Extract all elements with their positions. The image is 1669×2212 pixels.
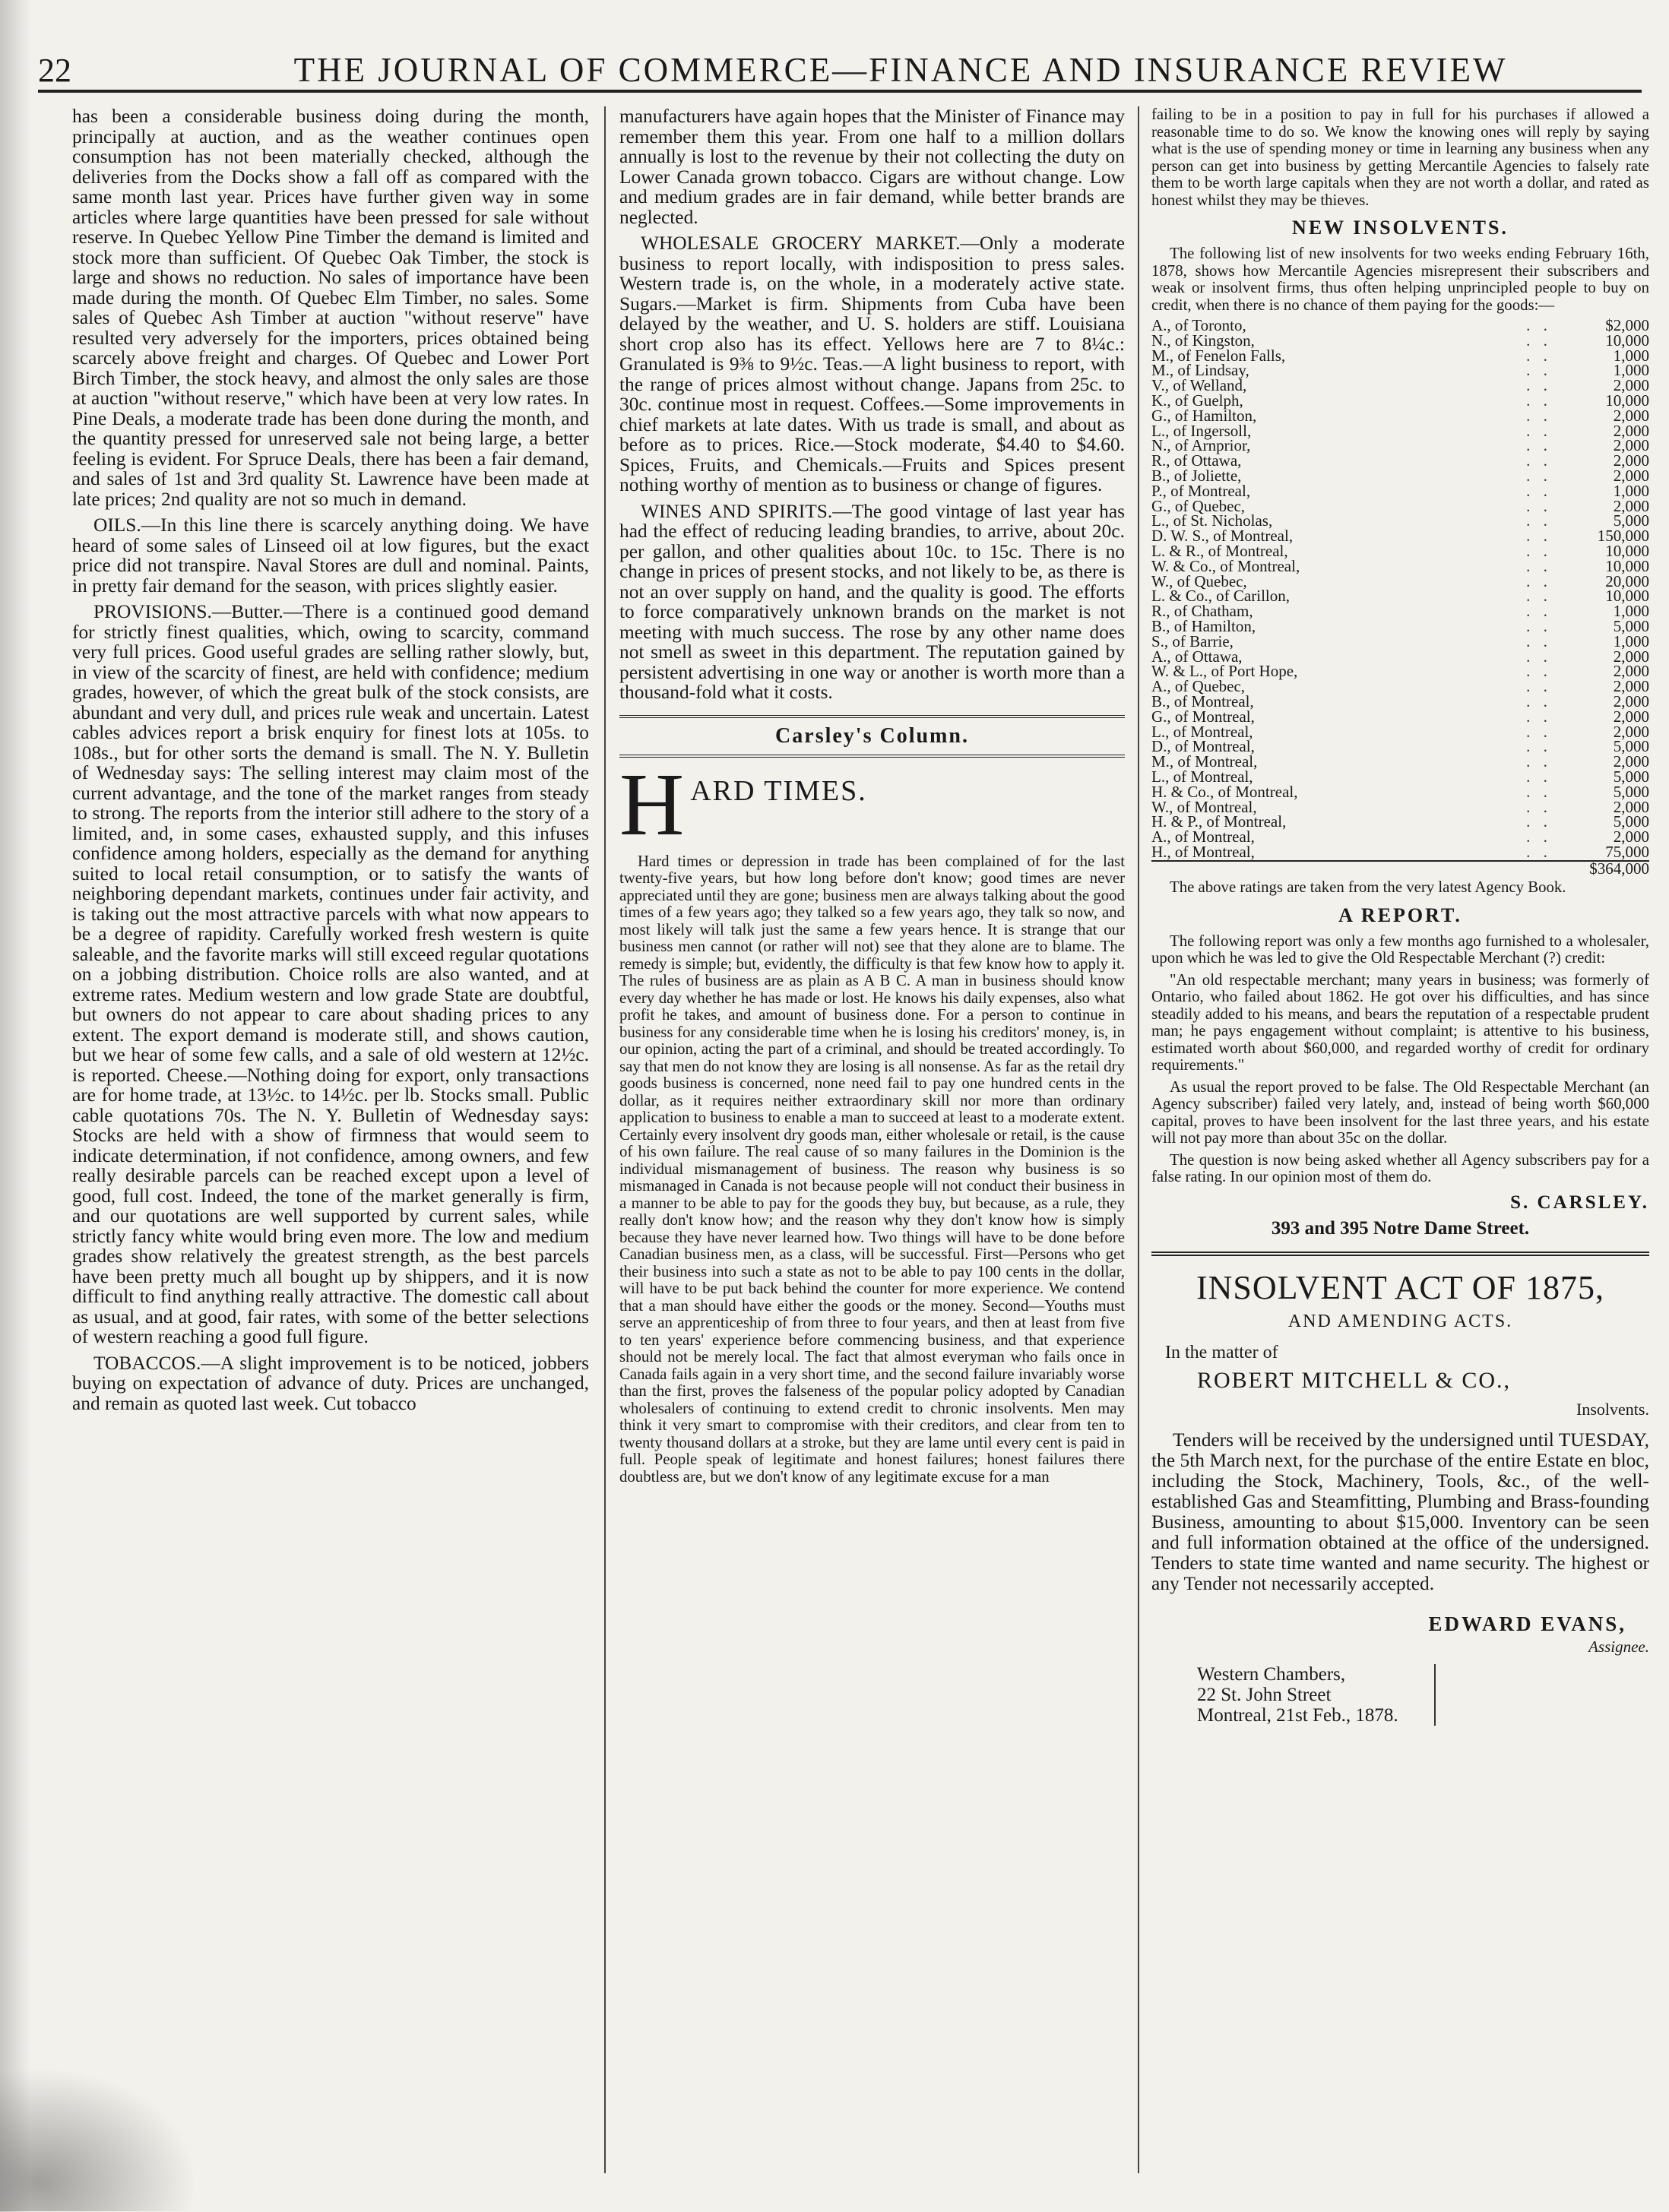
insolvent-name: L. & R., of Montreal, bbox=[1151, 541, 1288, 560]
leader-dots: . . bbox=[1526, 691, 1552, 710]
leader-dots: . . bbox=[1526, 828, 1552, 847]
insolvent-amount: 2,000 bbox=[1613, 436, 1649, 455]
leader-dots: . . bbox=[1526, 812, 1552, 831]
new-insolvents-heading: NEW INSOLVENTS. bbox=[1292, 217, 1509, 239]
leader-dots: . . bbox=[1526, 346, 1552, 365]
oils-paragraph: OILS.—In this line there is scarcely anything doing. We have heard of some sales of Linseed oil at low figures, but the exact price did not transpire. Naval Stores are dull and nominal. Paints, in pretty fair demand for the season, with prices slightly easier. bbox=[72, 514, 589, 597]
insolvent-amount: 2,000 bbox=[1613, 722, 1649, 741]
insolvent-amount: 2,000 bbox=[1613, 406, 1649, 425]
insolvent-amount: 2,000 bbox=[1613, 707, 1649, 726]
new-insolvents-intro: The following list of new insolvents for two weeks ending February 16th, 1878, shows how Mercantile Agencies misrepresent their subscribers and weak or insolvent firms, thus often helping unprincipled people to buy on credit, when there is no chance of them paying for the goods:— bbox=[1151, 245, 1649, 314]
running-title: THE JOURNAL OF COMMERCE—FINANCE AND INSURANCE REVIEW bbox=[293, 51, 1508, 89]
insolvent-name: G., of Montreal, bbox=[1151, 707, 1255, 726]
insolvent-amount: 1,000 bbox=[1613, 481, 1649, 500]
page-header bbox=[38, 44, 1642, 93]
hard-times-heading bbox=[619, 754, 1125, 854]
address-line: Montreal, 21st Feb., 1878. bbox=[1197, 1704, 1398, 1726]
insolvent-row bbox=[1151, 845, 1649, 861]
insolvent-amount: 10,000 bbox=[1605, 541, 1649, 560]
assignee-address bbox=[1197, 1664, 1436, 1726]
scan-smudge bbox=[0, 2067, 198, 2211]
spacer bbox=[1151, 861, 1505, 877]
insolvent-amount: 5,000 bbox=[1613, 767, 1649, 786]
insolvent-name: L. & Co., of Carillon, bbox=[1151, 587, 1290, 606]
insolvents-label: Insolvents. bbox=[1576, 1399, 1649, 1419]
column-rule-1 bbox=[604, 106, 606, 2173]
insolvent-amount: 2,000 bbox=[1613, 496, 1649, 515]
report-paragraph: The question is now being asked whether all Agency subscribers pay for a false rating. In our opinion most of them do. bbox=[1151, 1150, 1649, 1186]
insolvent-amount: 5,000 bbox=[1613, 737, 1649, 756]
insolvent-name: L., of Montreal, bbox=[1151, 722, 1253, 741]
insolvent-amount: 1,000 bbox=[1613, 631, 1649, 650]
address-line: 22 St. John Street bbox=[1197, 1684, 1332, 1705]
insolvent-amount: 2,000 bbox=[1613, 691, 1649, 710]
insolvent-amount: 5,000 bbox=[1613, 616, 1649, 635]
insolvent-amount: 2,000 bbox=[1613, 421, 1649, 440]
insolvent-amount: 5,000 bbox=[1613, 812, 1649, 831]
insolvent-name: K., of Guelph, bbox=[1151, 391, 1243, 410]
provisions-paragraph: PROVISIONS.—Butter.—There is a continued good demand for strictly finest qualities, which, owing to scarcity, command very full prices. Good useful grades are selling rather slowly, but, in view of the scarcity of finest, are held with confidence; medium grades, however, of which the great bulk of the stock consists, are abundant and very dull, and prices rule weak and uncertain. Latest cables advices report a brisk enquiry for finest lots at 105s. to 108s., but for other sorts the demand is small. The N. Y. Bulletin of Wednesday says: The selling interest may claim most of the current advantage, and the tone of the market ranges from steady to strong. The reports from the interior still adhere to the story of a limited, and, in some cases, exhausted supply, and this infuses confidence among holders, especially as the demand for anything suited to local retail consumption, or to satisfy the wants of neighboring dependant markets, continues under fair activity, and is taking out the most attractive parcels with what now appears to be a degree of rapidity. Carefully worked fresh western is quite saleable, and the favorite marks will still exceed regular quotations on a jobbing distribution. Choice rolls are also wanted, and at extreme rates. Medium western and low grade State are doubtful, but owners do not appear to care about shading prices to any extent. The export demand is moderate still, and shows caution, but we hear of some few calls, and a sale of old western at 12½c. is reported. Cheese.—Nothing doing for export, only transactions are for home trade, at 13½c. to 14½c. per lb. Stocks small. Public cable quotations 70s. The N. Y. Bulletin of Wednesday says: Stocks are held with a show of firmness that would seem to indicate determination, if not confidence, among owners, and few really desirable parcels can be reached except upon a level of good, full cost. Indeed, the tone of the market generally is firm, and our quotations are well supported by current sales, while strictly fancy white would bring even more. The low and medium grades show relatively the greatest strength, as the best parcels have been pretty much all bought up by shippers, and it is now difficult to find anything really attractive. The domestic call about as usual, and at good, fair rates, with some of the better selections of western reaching a good full figure. bbox=[72, 601, 589, 1347]
leader-dots: . . bbox=[1526, 842, 1552, 861]
column-1 bbox=[72, 106, 589, 2173]
leader-dots: . . bbox=[1526, 797, 1552, 816]
insolvent-amount: 10,000 bbox=[1605, 587, 1649, 606]
carsleys-column-banner: Carsley's Column. bbox=[619, 715, 1125, 758]
leader-dots: . . bbox=[1526, 707, 1552, 726]
leader-dots: . . bbox=[1526, 451, 1552, 470]
leader-dots: . . bbox=[1526, 587, 1552, 606]
report-paragraph: The following report was only a few months ago furnished to a wholesaler, upon which he was led to give the Old Respectable Merchant (?) credit: bbox=[1151, 932, 1649, 967]
insolvent-name: A., of Ottawa, bbox=[1151, 647, 1243, 666]
insolvent-amount: 10,000 bbox=[1605, 331, 1649, 350]
insolvent-amount: 2,000 bbox=[1613, 828, 1649, 847]
insolvent-name: M., of Lindsay, bbox=[1151, 361, 1249, 380]
report-heading: A REPORT. bbox=[1338, 903, 1462, 926]
insolvent-name: H., of Montreal, bbox=[1151, 842, 1255, 861]
insolvent-name: G., of Quebec, bbox=[1151, 496, 1246, 515]
leader-dots: . . bbox=[1526, 631, 1552, 650]
leader-dots: . . bbox=[1526, 466, 1552, 485]
timber-report-paragraph: has been a considerable business doing during the month, principally at auction, and as the weather continues open consumption has not been materially checked, although the deliveries from the Docks show a fall off as compared with the same month last year. Prices have further given way in some articles where large quantities have been pressed for sale without reserve. In Quebec Yellow Pine Timber the demand is limited and stock more than sufficient. Of Quebec Oak Timber, the stock is large and shows no reduction. No sales of importance have been made during the month. Of Quebec Elm Timber, no sales. Some sales of Quebec Ash Timber at auction "without reserve" have resulted very adversely for the importers, prices obtained being scarcely above freight and charges. Of Quebec and Lower Port Birch Timber, the stock heavy, and almost the only sales are those at auction "without reserve," which have been at very low rates. In Pine Deals, a moderate trade has been done during the month, and the quantity pressed for unreserved sale not being large, a better feeling is evident. For Spruce Deals, there has been a fair demand, and sales of 1st and 3rd quality St. Lawrence have been made at late prices; 2nd quality are not so much in demand. bbox=[72, 106, 589, 510]
insolvent-name: L., of Montreal, bbox=[1151, 767, 1253, 786]
insolvent-amount: 20,000 bbox=[1605, 571, 1649, 590]
tobacco-continued-paragraph: manufacturers have again hopes that the Minister of Finance may remember them this year. From one half to a million dollars annually is lost to the revenue by their not collecting the duty on Lower Canada grown tobacco. Cigars are without change. Low and medium grades are in fair demand, while better brands are neglected. bbox=[619, 106, 1125, 228]
insolvent-amount: 75,000 bbox=[1605, 842, 1649, 861]
scan-edge-shadow bbox=[0, 0, 30, 2212]
assignee-name: EDWARD EVANS, bbox=[1428, 1612, 1626, 1635]
leader-dots: . . bbox=[1526, 722, 1552, 741]
insolvent-amount: 2,000 bbox=[1613, 797, 1649, 816]
insolvent-name: L., of St. Nicholas, bbox=[1151, 511, 1273, 530]
insolvent-amount: 150,000 bbox=[1597, 527, 1649, 546]
leader-dots: . . bbox=[1526, 316, 1552, 334]
ratings-note: The above ratings are taken from the very latest Agency Book. bbox=[1170, 878, 1566, 897]
leader-dots: . . bbox=[1526, 571, 1552, 590]
report-quote: "An old respectable merchant; many years in business; was formerly of Ontario, who failed about 1862. He got over his difficulties, and has since steadily added to his means, and bears the reputation of a respectable prudent man; he pays engagement without complaint; is attentive to his business, estimated worth about $60,000, and regarded worthy of credit for ordinary requirements." bbox=[1151, 970, 1649, 1074]
insolvent-name: W., of Montreal, bbox=[1151, 797, 1257, 816]
insolvent-amount: 2,000 bbox=[1613, 752, 1649, 771]
column-3 bbox=[1151, 106, 1649, 2173]
insolvent-name: W. & L., of Port Hope, bbox=[1151, 662, 1298, 681]
insolvent-name: A., of Quebec, bbox=[1151, 677, 1246, 696]
insolvent-amount: 1,000 bbox=[1613, 346, 1649, 365]
hard-times-body: Hard times or depression in trade has been complained of for the last twenty-five years, but how long before don't know; good times are never appreciated until they are gone; business men are always talking about the good times of a few years ago; they talked so a few years ago, they talk so now, and most likely will talk just the same a few years hence. It is strange that our business men cannot (or rather will not) see that they alone are to blame. The remedy is simple; but, evidently, the difficulty is that few know how to apply it. The rules of business are as plain as A B C. A man in business should know every day whether he has made or lost. He knows his daily expenses, also what profit he takes, and amount of business done. For a person to continue in business for any considerable time when he is losing his creditors' money, is, in our opinion, acting the part of a criminal, and should be treated accordingly. To say that men do not know they are losing is all nonsense. As far as the retail dry goods business is concerned, none need fail to pay one hundred cents in the dollar, as it requires neither extraordinary skill nor more than ordinary application to business to enable a man to succeed at least to a moderate extent. Certainly every insolvent dry goods man, either wholesale or retail, is the cause of his own failure. The real cause of so many failures in the Dominion is the individual mismanagement of business. The reason why business is so mismanaged in Canada is not because people will not conduct their business in a manner to be able to pay for the goods they buy, but because, as a rule, they really don't know how; and the reason why they don't know how is simply because they have never learned how. Two things will have to be done before Canadian business men, as a class, will be successful. First—Persons who get their business into such a state as not to be able to pay 100 cents in the dollar, will have to be put back behind the counter for more experience. We contend that a man should have either the goods or the money. Second—Youths must serve an apprenticeship of from three to four years, and then at least from five to ten years' experience before commencing business, and that experience should not be merely local. The fact that almost everyman who fails once in Canada fails again in a very short time, and the second failure invariably worse than the first, proves the falseness of the popular policy adopted by Canadian wholesalers of continuing to extend credit to chronic insolvents. Men may think it very smart to compromise with their creditors, and clear from ten to twenty thousand dollars at a stroke, but they are lame until every cent is paid in full. People speak of legitimate and honest failures; honest failures there doubtless are, but we don't know of any legitimate excuse for a man bbox=[619, 852, 1125, 1486]
insolvent-name: H. & P., of Montreal, bbox=[1151, 812, 1287, 831]
insolvent-amount: 2,000 bbox=[1613, 662, 1649, 681]
insolvent-act-heading: INSOLVENT ACT OF 1875, bbox=[1196, 1268, 1605, 1306]
page-number: 22 bbox=[38, 52, 71, 89]
insolvent-name: A., of Montreal, bbox=[1151, 828, 1255, 847]
insolvent-amount: 5,000 bbox=[1613, 782, 1649, 801]
grocery-market-paragraph: WHOLESALE GROCERY MARKET.—Only a moderate business to report locally, with indisposition to press sales. Western trade is, on the whole, in a moderately active state. Sugars.—Market is firm. Shipments from Cuba have been delayed by the weather, and U. S. holders are stiff. Louisiana short crop also has its effect. Yellows here are 7 to 8¼c.: Granulated is 9⅜ to 9½c. Teas.—A light business to report, with the range of prices almost without change. Japans from 25c. to 30c. continue most in request. Coffees.—Some improvements in chief markets at late dates. With us trade is small, and about as before as to prices. Rice.—Stock moderate, $4.40 to $4.60. Spices, Fruits, and Chemicals.—Fruits and Spices present nothing worthy of mention as to business or change of figures. bbox=[619, 233, 1125, 495]
leader-dots: . . bbox=[1526, 752, 1552, 771]
leader-dots: . . bbox=[1526, 541, 1552, 560]
insolvent-amount: 2,000 bbox=[1613, 376, 1649, 395]
insolvent-amount: 2,000 bbox=[1613, 677, 1649, 696]
insolvents-total-row bbox=[1151, 861, 1649, 877]
wines-spirits-paragraph: WINES AND SPIRITS.—The good vintage of last year has had the effect of reducing leading brandies, to arrive, about 20c. per gallon, and other qualities about 10c. to 15c. There is no change in prices of present stocks, and not likely to be, as there is not an over supply on hand, and the quality is good. The efforts to force comparatively unknown brands on the market is not meeting with much success. The rose by any other name does not smell as sweet in this department. The reputation gained by persistent advertising in one way or another is worth more than a thousand-fold what it costs. bbox=[619, 500, 1125, 703]
leader-dots: . . bbox=[1526, 527, 1552, 546]
insolvent-name: S., of Barrie, bbox=[1151, 631, 1234, 650]
tender-notice: Tenders will be received by the undersigned until TUESDAY, the 5th March next, for the purchase of the entire Estate en bloc, including the Stock, Machinery, Tools, &c., of the well-established Gas and Steamfitting, Plumbing and Brass-founding Business, amounting to about $15,000. Inventory can be seen and full information obtained at the office of the undersigned. Tenders to state time wanted and name security. The highest or any Tender not necessarily accepted. bbox=[1151, 1429, 1649, 1594]
leader-dots: . . bbox=[1526, 737, 1552, 756]
insolvent-name: A., of Toronto, bbox=[1151, 316, 1246, 334]
insolvent-name: W., of Quebec, bbox=[1151, 571, 1247, 590]
address-line: Western Chambers, bbox=[1197, 1663, 1346, 1685]
spacer bbox=[1505, 861, 1573, 877]
leader-dots: . . bbox=[1526, 602, 1552, 621]
insolvent-name: P., of Montreal, bbox=[1151, 481, 1251, 500]
column-rule-2 bbox=[1138, 106, 1139, 2173]
insolvent-name: N., of Kingston, bbox=[1151, 331, 1255, 350]
leader-dots: . . bbox=[1526, 436, 1552, 455]
drop-cap: H bbox=[619, 754, 685, 854]
insolvent-name: R., of Ottawa, bbox=[1151, 451, 1242, 470]
leader-dots: . . bbox=[1526, 677, 1552, 696]
leader-dots: . . bbox=[1526, 406, 1552, 425]
tobaccos-paragraph: TOBACCOS.—A slight improvement is to be noticed, jobbers buying on expectation of advance of duty. Prices are unchanged, and remain as quoted last week. Cut tobacco bbox=[72, 1352, 589, 1414]
insolvent-name: N., of Arnprior, bbox=[1151, 436, 1251, 455]
insolvent-name: V., of Welland, bbox=[1151, 376, 1247, 395]
insolvents-table bbox=[1151, 318, 1649, 876]
assignee-role: Assignee. bbox=[1588, 1637, 1649, 1656]
section-divider bbox=[1151, 1252, 1649, 1256]
insolvent-name: D. W. S., of Montreal, bbox=[1151, 527, 1294, 546]
leader-dots: . . bbox=[1526, 361, 1552, 380]
column-2 bbox=[619, 106, 1125, 2173]
insolvent-name: B., of Montreal, bbox=[1151, 691, 1254, 710]
matter-line: In the matter of bbox=[1165, 1342, 1278, 1362]
report-paragraph: As usual the report proved to be false. The Old Respectable Merchant (an Agency subscriber) failed very lately, and, instead of being worth $60,000 capital, proves to have been insolvent for the last three years, and his estate will not pay more than about 35c on the dollar. bbox=[1151, 1078, 1649, 1147]
leader-dots: . . bbox=[1526, 391, 1552, 410]
insolvent-amount: 2,000 bbox=[1613, 451, 1649, 470]
insolvent-amount: 2,000 bbox=[1613, 466, 1649, 485]
insolvent-name: B., of Joliette, bbox=[1151, 466, 1242, 485]
carsley-address: 393 and 395 Notre Dame Street. bbox=[1271, 1217, 1530, 1239]
insolvent-amount: 10,000 bbox=[1605, 556, 1649, 575]
leader-dots: . . bbox=[1526, 556, 1552, 575]
insolvent-name: M., of Montreal, bbox=[1151, 752, 1258, 771]
insolvent-name: D., of Montreal, bbox=[1151, 737, 1255, 756]
insolvent-name: M., of Fenelon Falls, bbox=[1151, 346, 1286, 365]
leader-dots: . . bbox=[1526, 616, 1552, 635]
insolvents-total: $364,000 bbox=[1573, 861, 1649, 877]
leader-dots: . . bbox=[1526, 647, 1552, 666]
insolvent-amount: 2,000 bbox=[1613, 647, 1649, 666]
leader-dots: . . bbox=[1526, 421, 1552, 440]
insolvent-party: ROBERT MITCHELL & CO., bbox=[1197, 1367, 1512, 1393]
insolvent-name: L., of Ingersoll, bbox=[1151, 421, 1252, 440]
insolvent-amount: $2,000 bbox=[1605, 316, 1649, 334]
leader-dots: . . bbox=[1526, 481, 1552, 500]
leader-dots: . . bbox=[1526, 782, 1552, 801]
leader-dots: . . bbox=[1526, 511, 1552, 530]
insolvent-amount: 1,000 bbox=[1613, 361, 1649, 380]
carsley-continued-paragraph: failing to be in a position to pay in full for his purchases if allowed a reasonable time to do so. We know the knowing ones will reply by saying what is the use of spending money or time in learning any business when any person can get into business by getting Mercantile Agencies to falsely rate them to be worth large capitals when they are not worth a dollar, and rated as honest whilst they may be thieves. bbox=[1151, 106, 1649, 209]
insolvent-name: B., of Hamilton, bbox=[1151, 616, 1256, 635]
insolvent-act-subheading: AND AMENDING ACTS. bbox=[1287, 1311, 1513, 1331]
insolvent-amount: 5,000 bbox=[1613, 511, 1649, 530]
insolvent-amount: 1,000 bbox=[1613, 602, 1649, 621]
insolvent-name: G., of Hamilton, bbox=[1151, 406, 1257, 425]
hard-times-title: ARD TIMES. bbox=[690, 774, 867, 807]
leader-dots: . . bbox=[1526, 376, 1552, 395]
leader-dots: . . bbox=[1526, 767, 1552, 786]
carsley-signature: S. CARSLEY. bbox=[1510, 1191, 1649, 1213]
insolvent-name: H. & Co., of Montreal, bbox=[1151, 782, 1298, 801]
leader-dots: . . bbox=[1526, 662, 1552, 681]
insolvent-name: W. & Co., of Montreal, bbox=[1151, 556, 1300, 575]
insolvent-name: R., of Chatham, bbox=[1151, 602, 1253, 621]
leader-dots: . . bbox=[1526, 496, 1552, 515]
insolvent-amount: 10,000 bbox=[1605, 391, 1649, 410]
leader-dots: . . bbox=[1526, 331, 1552, 350]
